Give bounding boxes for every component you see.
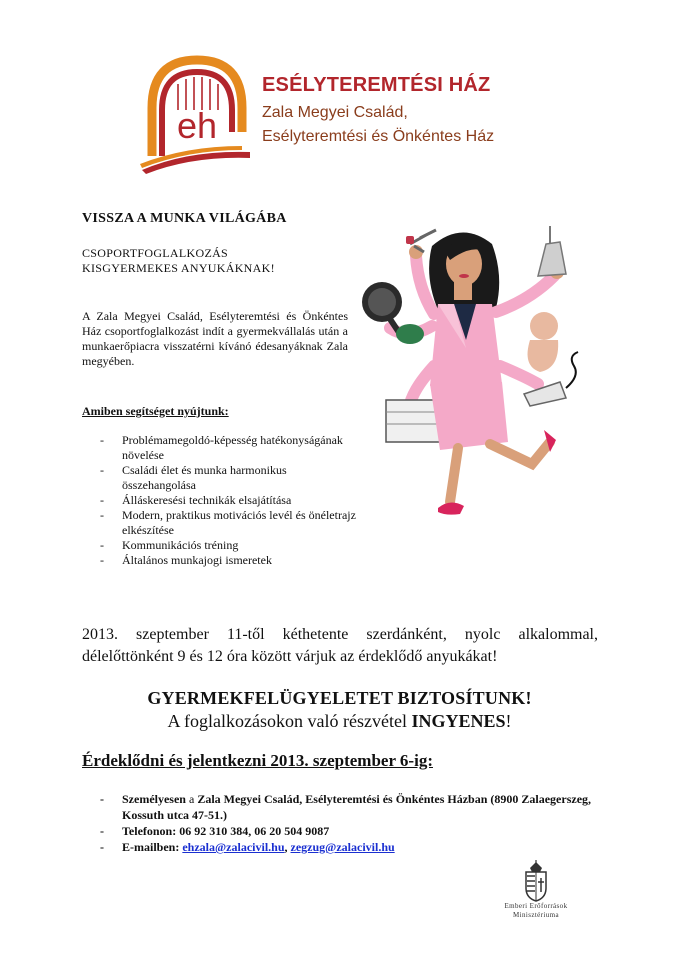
subtitle-line: KISGYERMEKES ANYUKÁKNAK!	[82, 261, 275, 275]
subtitle-line: CSOPORTFOGLALKOZÁS	[82, 246, 229, 260]
org-subtitle: Zala Megyei Család,	[262, 104, 408, 121]
ministry-name: Minisztériuma	[512, 911, 560, 919]
in-person-address: Zala Megyei Család, Esélyteremtési és Önkéntes Házban (8900 Zalaegerszeg, Kossuth utca 47-51.)	[122, 792, 592, 822]
list-item	[100, 791, 610, 823]
in-person-joiner: a	[185, 792, 198, 806]
list-item: - Kommunikációs tréning	[100, 538, 360, 553]
register-heading: Érdeklődni és jelentkezni 2013. szeptember 6-ig:	[82, 751, 433, 770]
email-link-ehzala[interactable]: ehzala@zalacivil.hu	[182, 840, 285, 854]
help-list	[100, 433, 360, 568]
free-notice-text: A foglalkozásokon való részvétel	[167, 711, 412, 731]
ministry-name: Emberi Erőforrások	[504, 902, 568, 910]
list-item: - Általános munkajogi ismeretek	[100, 553, 360, 568]
email-separator: ,	[284, 840, 291, 854]
org-title: ESÉLYTEREMTÉSI HÁZ	[262, 74, 491, 96]
hungarian-coat-of-arms-icon	[522, 860, 550, 902]
free-notice	[0, 711, 679, 732]
subtitle	[82, 246, 275, 276]
list-item: - Modern, praktikus motivációs levél és önéletrajz elkészítése	[100, 508, 360, 538]
list-item: - Családi élet és munka harmonikus összehangolása	[100, 463, 360, 493]
email-link-zegzug[interactable]: zegzug@zalacivil.hu	[290, 840, 395, 854]
schedule-paragraph: 2013. szeptember 11-től kéthetente szerdánként, nyolc alkalommal, délelőttönként 9 és 12 óra között várjuk az érdeklődő anyukákat!	[82, 626, 598, 665]
page-title: VISSZA A MUNKA VILÁGÁBA	[82, 211, 287, 226]
free-word: INGYENES	[411, 711, 506, 731]
free-notice-end: !	[505, 711, 512, 731]
list-item: - Problémamegoldó-képesség hatékonyságának növelése	[100, 433, 360, 463]
svg-text:eh: eh	[176, 105, 218, 146]
list-item	[100, 839, 610, 855]
eh-logo-icon	[138, 52, 256, 174]
email-label: E-mailben:	[122, 840, 183, 854]
childcare-notice: GYERMEKFELÜGYELETET BIZTOSÍTUNK!	[147, 688, 532, 708]
list-item: - Telefonon: 06 92 310 384, 06 20 504 9087	[100, 823, 610, 839]
intro-paragraph: A Zala Megyei Család, Esélyteremtési és Önkéntes Ház csoportfoglalkozást indít a gyermekvállalás után a munkaerőpiacra visszatérni kívánó édesanyáknak Zala megyében.	[82, 309, 348, 368]
list-item: - Álláskeresési technikák elsajátítása	[100, 493, 360, 508]
org-subtitle: Esélyteremtési és Önkéntes Ház	[262, 128, 495, 145]
multitasking-mother-illustration-icon	[354, 216, 584, 532]
in-person-label: Személyesen	[122, 792, 186, 806]
help-heading: Amiben segítséget nyújtunk:	[82, 404, 229, 418]
contact-list	[100, 791, 610, 855]
